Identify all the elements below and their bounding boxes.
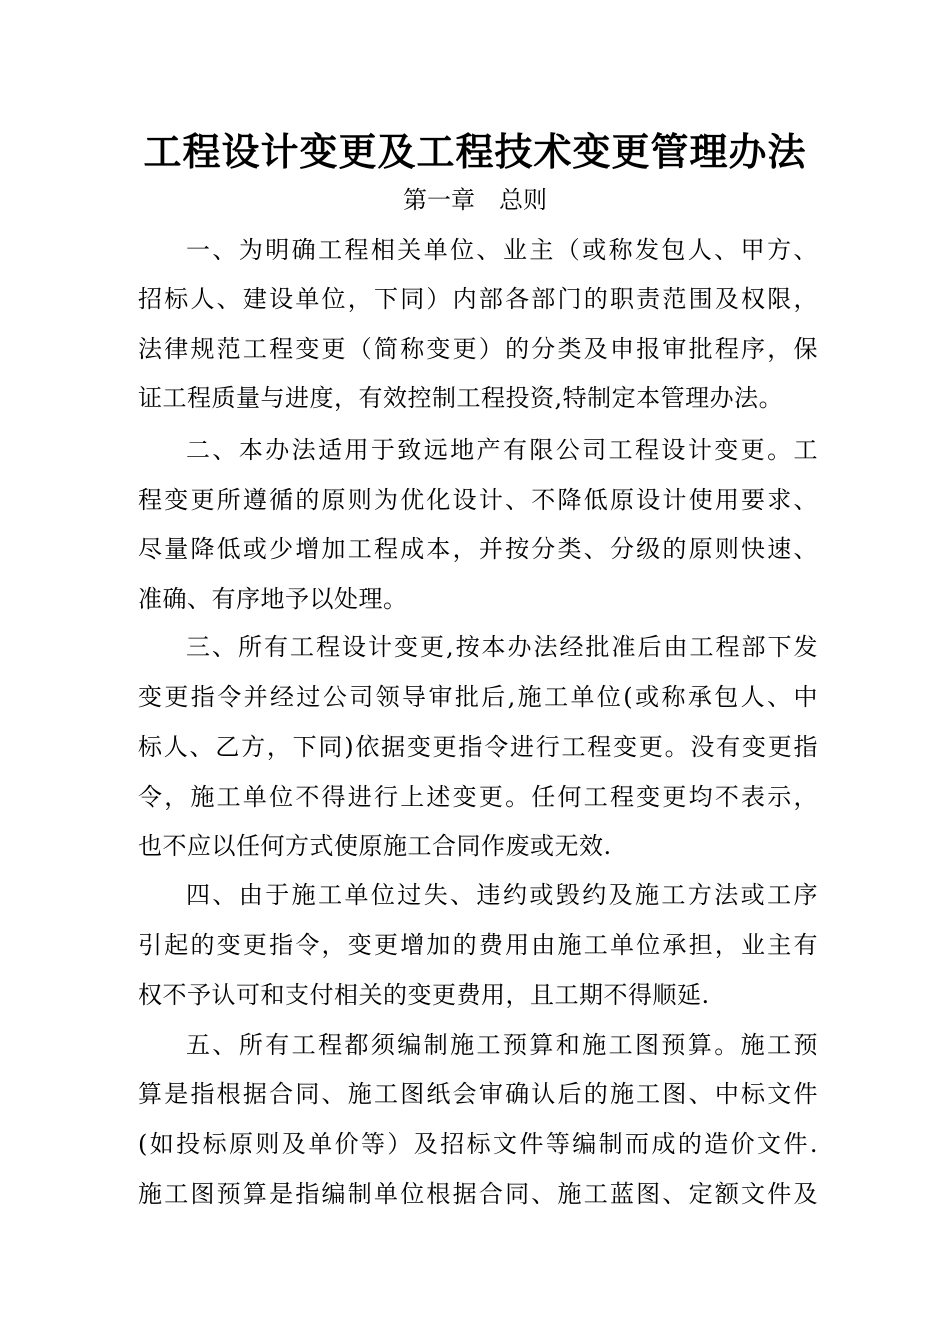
- article-1-line-4: 证工程质量与进度，有效控制工程投资,特制定本管理办法。: [138, 384, 784, 412]
- article-2-line-4: 准确、有序地予以处理。: [138, 585, 408, 613]
- article-3-line-3: 标人、乙方，下同)依据变更指令进行工程变更。没有变更指: [138, 733, 818, 761]
- article-1-line-2: 招标人、建设单位，下同）内部各部门的职责范围及权限，: [138, 285, 818, 313]
- article-4-line-1: 四、由于施工单位过失、违约或毁约及施工方法或工序: [186, 881, 818, 909]
- article-5-line-4: 施工图预算是指编制单位根据合同、施工蓝图、定额文件及: [138, 1180, 818, 1208]
- article-2-line-2: 程变更所遵循的原则为优化设计、不降低原设计使用要求、: [138, 486, 818, 514]
- article-3-line-2: 变更指令并经过公司领导审批后,施工单位(或称承包人、中: [138, 683, 818, 711]
- article-5-line-2: 算是指根据合同、施工图纸会审确认后的施工图、中标文件: [138, 1080, 818, 1108]
- article-3-line-5: 也不应以任何方式使原施工合同作废或无效.: [138, 832, 612, 860]
- article-4-line-2: 引起的变更指令，变更增加的费用由施工单位承担，业主有: [138, 931, 818, 959]
- article-5-line-3: (如投标原则及单价等）及招标文件等编制而成的造价文件.: [138, 1130, 818, 1158]
- chapter-heading: 第一章 总则: [403, 186, 547, 214]
- article-5-line-1: 五、所有工程都须编制施工预算和施工图预算。施工预: [186, 1031, 818, 1059]
- article-4-line-3: 权不予认可和支付相关的变更费用，且工期不得顺延.: [138, 981, 710, 1009]
- document-title: 工程设计变更及工程技术变更管理办法: [143, 129, 807, 174]
- article-1-line-3: 法律规范工程变更（简称变更）的分类及申报审批程序，保: [138, 335, 818, 363]
- article-2-line-3: 尽量降低或少增加工程成本，并按分类、分级的原则快速、: [138, 535, 818, 563]
- article-3-line-1: 三、所有工程设计变更,按本办法经批准后由工程部下发: [186, 633, 818, 661]
- article-3-line-4: 令，施工单位不得进行上述变更。任何工程变更均不表示，: [138, 783, 818, 811]
- article-2-line-1: 二、本办法适用于致远地产有限公司工程设计变更。工: [186, 436, 818, 464]
- article-1-line-1: 一、为明确工程相关单位、业主（或称发包人、甲方、: [186, 236, 818, 264]
